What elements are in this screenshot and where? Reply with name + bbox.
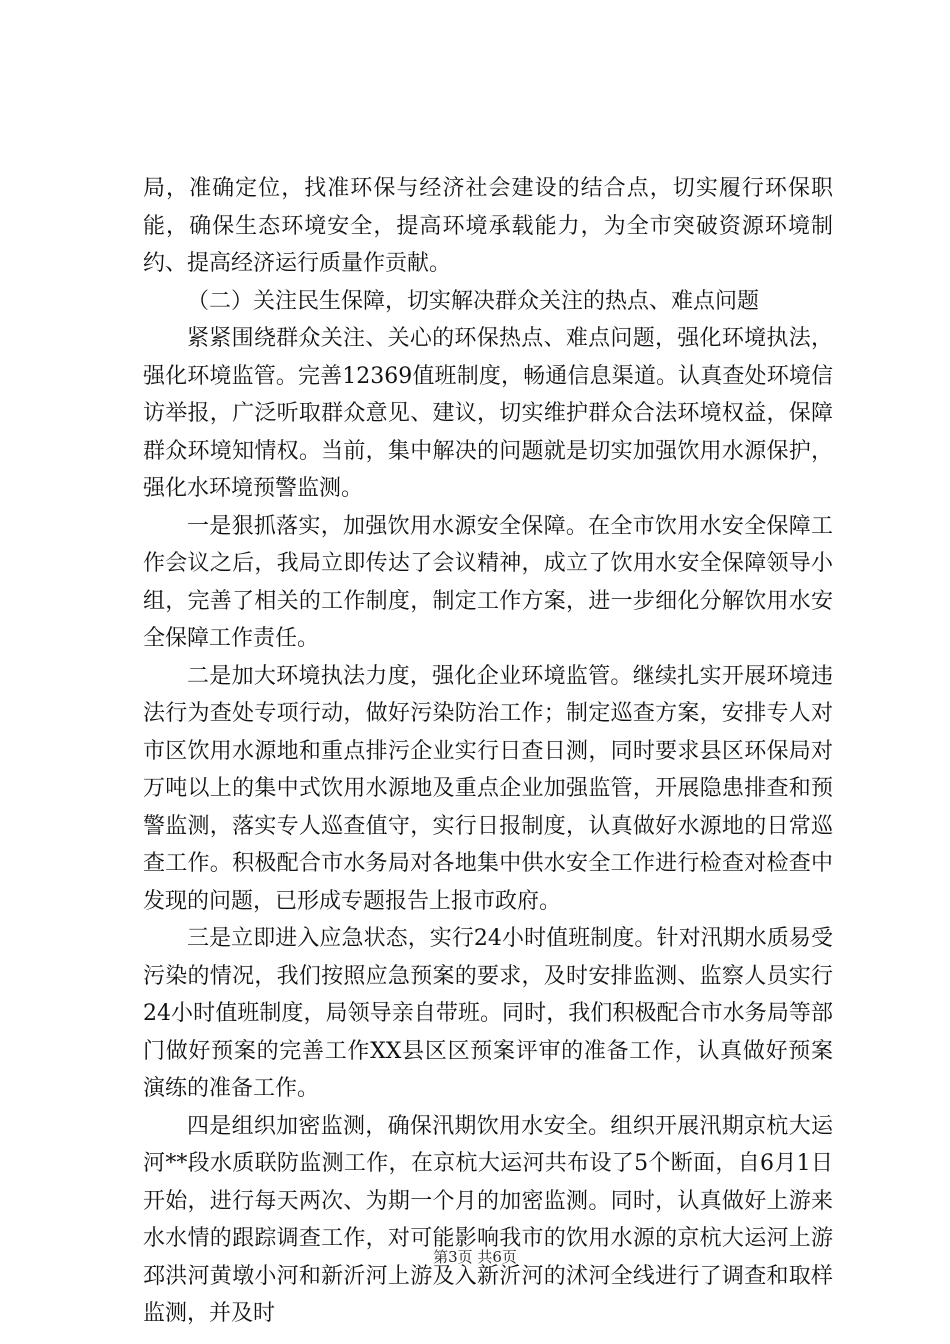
- paragraph-item-four: 四是组织加密监测，确保汛期饮用水安全。组织开展汛期京杭大运河**段水质联防监测工作，在京杭大运河共布设了5个断面，自6月1日开始，进行每天两次、为期一个月的加密监测。同时，认真做好上游来水水情的跟踪调查工作，对可能影响我市的饮用水源的京杭大运河上游邳洪河黄墩小河和新沂河上游及入新沂河的沭河全线进行了调查和取样监测，并及时: [143, 1113, 833, 1326]
- paragraph-continuation: 局，准确定位，找准环保与经济社会建设的结合点，切实履行环保职能，确保生态环境安全，提高环境承载能力，为全市突破资源环境制约、提高经济运行质量作贡献。: [143, 176, 833, 276]
- section-heading: （二）关注民生保障，切实解决群众关注的热点、难点问题: [187, 288, 760, 314]
- page-number-footer: 第3页 共6页: [433, 1248, 517, 1266]
- paragraph-item-two: 二是加大环境执法力度，强化企业环境监管。继续扎实开展环境违法行为查处专项行动，做好污染防治工作；制定巡查方案，安排专人对市区饮用水源地和重点排污企业实行日查日测，同时要求县区环保局对万吨以上的集中式饮用水源地及重点企业加强监管，开展隐患排查和预警监测，落实专人巡查值守，实行日报制度，认真做好水源地的日常巡查工作。积极配合市水务局对各地集中供水安全工作进行检查对检查中发现的问题，已形成专题报告上报市政府。: [143, 663, 833, 914]
- document-body: [143, 170, 833, 1333]
- paragraph-item-one: 一是狠抓落实，加强饮用水源安全保障。在全市饮用水安全保障工作会议之后，我局立即传达了会议精神，成立了饮用水安全保障领导小组，完善了相关的工作制度，制定工作方案，进一步细化分解饮用水安全保障工作责任。: [143, 513, 833, 651]
- paragraph-item-three: 三是立即进入应急状态，实行24小时值班制度。针对汛期水质易受污染的情况，我们按照应急预案的要求，及时安排监测、监察人员实行24小时值班制度，局领导亲自带班。同时，我们积极配合市水务局等部门做好预案的完善工作XX县区区预案评审的准备工作，认真做好预案演练的准备工作。: [143, 926, 833, 1101]
- paragraph-hotspot-issues: 紧紧围绕群众关注、关心的环保热点、难点问题，强化环境执法，强化环境监管。完善12369值班制度，畅通信息渠道。认真查处环境信访举报，广泛听取群众意见、建议，切实维护群众合法环境权益，保障群众环境知情权。当前，集中解决的问题就是切实加强饮用水源保护，强化水环境预警监测。: [143, 326, 833, 501]
